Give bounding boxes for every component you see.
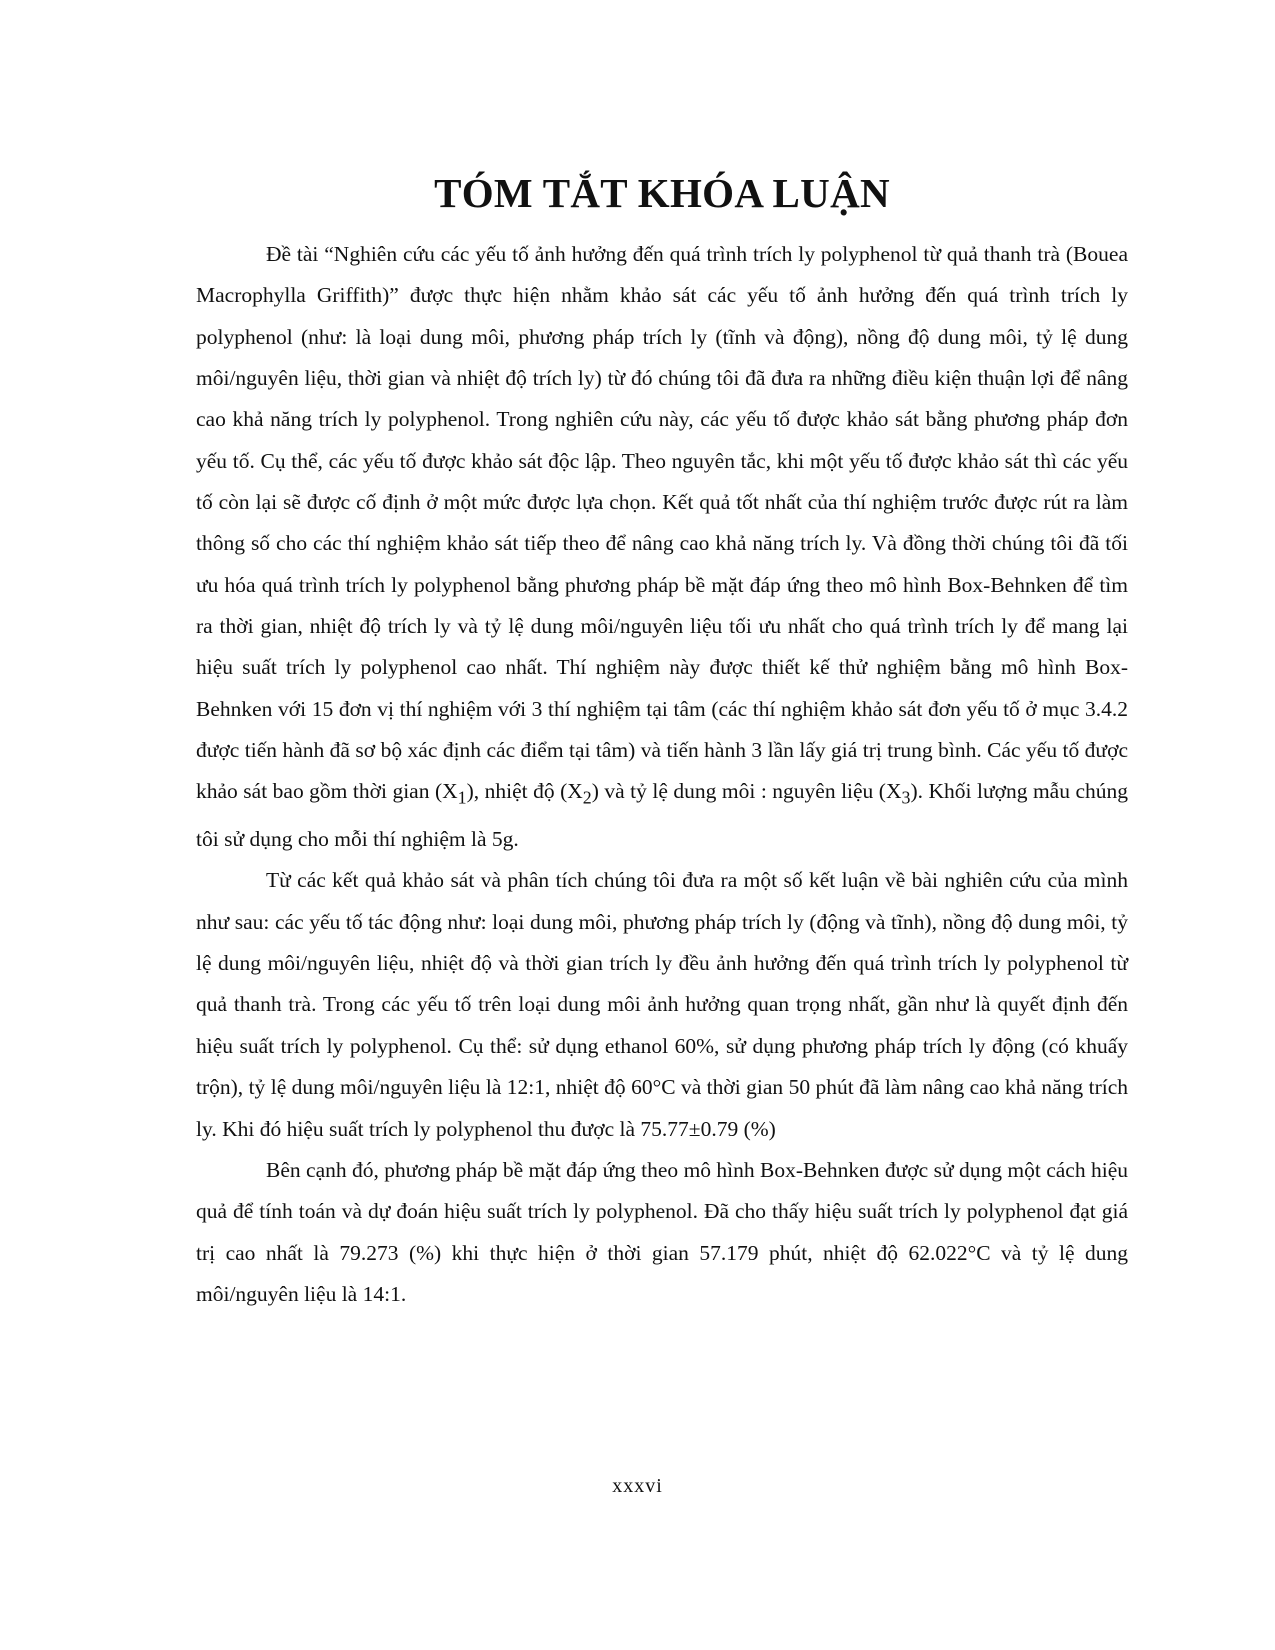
subscript: 2 (582, 787, 592, 808)
paragraph-text: ) và tỷ lệ dung môi : nguyên liệu (X (591, 779, 902, 804)
paragraph (196, 234, 1128, 860)
summary-body (196, 234, 1128, 1315)
paragraph-text: ), nhiệt độ (X (466, 779, 583, 804)
paragraph-text: Đề tài “Nghiên cứu các yếu tố ảnh hưởng đến quá trình trích ly polyphenol từ quả thanh trà (Bouea Macrophylla Griffith)” được thực hiện nhằm khảo sát các yếu tố ảnh hưởng đến quá trình trích ly polyphenol (như: là loại dung môi, phương pháp trích ly (tĩnh và động), nồng độ dung môi, tỷ lệ dung môi/nguyên liệu, thời gian và nhiệt độ trích ly) từ đó chúng tôi đã đưa ra những điều kiện thuận lợi để nâng cao khả năng trích ly polyphenol. Trong nghiên cứu này, các yếu tố được khảo sát bằng phương pháp đơn yếu tố. Cụ thể, các yếu tố được khảo sát độc lập. Theo nguyên tắc, khi một yếu tố được khảo sát thì các yếu tố còn lại sẽ được cố định ở một mức được lựa chọn. Kết quả tốt nhất của thí nghiệm trước được rút ra làm thông số cho các thí nghiệm khảo sát tiếp theo để nâng cao khả năng trích ly. Và đồng thời chúng tôi đã tối ưu hóa quá trình trích ly polyphenol bằng phương pháp bề mặt đáp ứng theo mô hình Box-Behnken để tìm ra thời gian, nhiệt độ trích ly và tỷ lệ dung môi/nguyên liệu tối ưu nhất cho quá trình trích ly để mang lại hiệu suất trích ly polyphenol cao nhất. Thí nghiệm này được thiết kế thử nghiệm bằng mô hình Box-Behnken với 15 đơn vị thí nghiệm với 3 thí nghiệm tại tâm (các thí nghiệm khảo sát đơn yếu tố ở mục 3.4.2 được tiến hành đã sơ bộ xác định các điểm tại tâm) và tiến hành 3 lần lấy giá trị trung bình. Các yếu tố được khảo sát bao gồm thời gian (X (196, 242, 1128, 804)
paragraph (196, 860, 1128, 1149)
page-number: xxxvi (612, 1475, 663, 1497)
page-title: TÓM TẮT KHÓA LUẬN (434, 170, 890, 216)
paragraph-text: ). Khối lượng mẫu chúng tôi sử dụng cho mỗi thí nghiệm là 5g. (196, 779, 1128, 852)
paragraph (196, 1150, 1128, 1315)
paragraph-text: Bên cạnh đó, phương pháp bề mặt đáp ứng theo mô hình Box-Behnken được sử dụng một cách hiệu quả để tính toán và dự đoán hiệu suất trích ly polyphenol. Đã cho thấy hiệu suất trích ly polyphenol đạt giá trị cao nhất là 79.273 (%) khi thực hiện ở thời gian 57.179 phút, nhiệt độ 62.022°C và tỷ lệ dung môi/nguyên liệu là 14:1. (196, 1157, 1128, 1306)
subscript: 1 (457, 787, 467, 808)
paragraph-text: Từ các kết quả khảo sát và phân tích chúng tôi đưa ra một số kết luận về bài nghiên cứu của mình như sau: các yếu tố tác động như: loại dung môi, phương pháp trích ly (động và tĩnh), nồng độ dung môi, tỷ lệ dung môi/nguyên liệu, nhiệt độ và thời gian trích ly đều ảnh hưởng đến quá trình trích ly polyphenol từ quả thanh trà. Trong các yếu tố trên loại dung môi ảnh hưởng quan trọng nhất, gần như là quyết định đến hiệu suất trích ly polyphenol. Cụ thể: sử dụng ethanol 60%, sử dụng phương pháp trích ly động (có khuấy trộn), tỷ lệ dung môi/nguyên liệu là 12:1, nhiệt độ 60°C và thời gian 50 phút đã làm nâng cao khả năng trích ly. Khi đó hiệu suất trích ly polyphenol thu được là 75.77±0.79 (%) (196, 868, 1128, 1141)
subscript: 3 (901, 787, 911, 808)
